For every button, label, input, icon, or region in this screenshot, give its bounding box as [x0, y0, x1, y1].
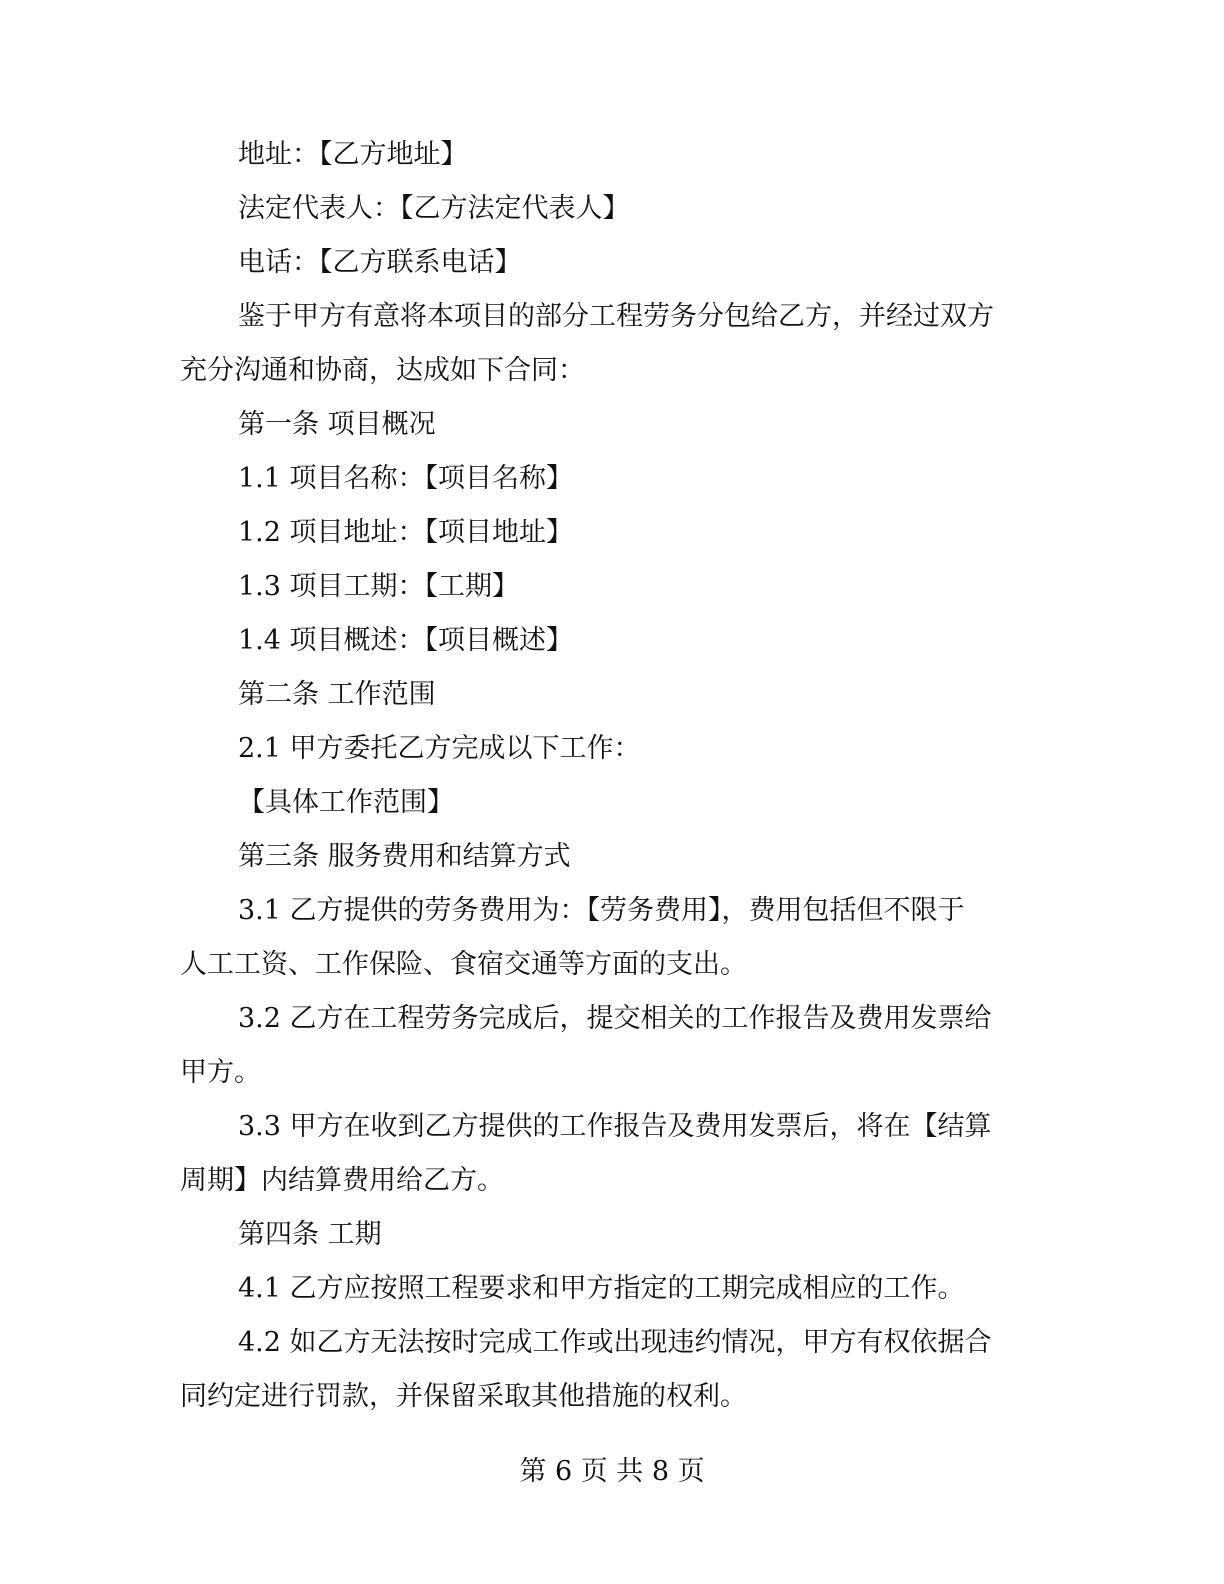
clause-3-3-line-1: 3.3 甲方在收到乙方提供的工作报告及费用发票后，将在【结算 [238, 1111, 992, 1142]
party-b-phone: 电话：【乙方联系电话】 [238, 247, 522, 278]
party-b-address: 地址：【乙方地址】 [238, 139, 468, 170]
work-scope-placeholder: 【具体工作范围】 [238, 787, 454, 818]
article-3-heading: 第三条 服务费用和结算方式 [238, 841, 571, 872]
clause-3-1-line-2: 人工工资、工作保险、食宿交通等方面的支出。 [180, 949, 747, 980]
clause-3-2-line-2: 甲方。 [180, 1057, 261, 1088]
clause-4-1: 4.1 乙方应按照工程要求和甲方指定的工期完成相应的工作。 [238, 1273, 965, 1304]
page-number-footer: 第 6 页 共 8 页 [519, 1456, 705, 1487]
article-1-heading: 第一条 项目概况 [238, 409, 436, 440]
clause-3-1-line-1: 3.1 乙方提供的劳务费用为：【劳务费用】，费用包括但不限于 [238, 895, 965, 926]
preamble-line-1: 鉴于甲方有意将本项目的部分工程劳务分包给乙方，并经过双方 [238, 301, 994, 332]
clause-1-4: 1.4 项目概述：【项目概述】 [238, 625, 574, 656]
clause-1-1: 1.1 项目名称：【项目名称】 [238, 463, 574, 494]
clause-2-1: 2.1 甲方委托乙方完成以下工作： [238, 733, 641, 764]
article-4-heading: 第四条 工期 [238, 1219, 382, 1250]
article-2-heading: 第二条 工作范围 [238, 679, 436, 710]
preamble-line-2: 充分沟通和协商，达成如下合同： [180, 355, 585, 386]
clause-3-2-line-1: 3.2 乙方在工程劳务完成后，提交相关的工作报告及费用发票给 [238, 1003, 992, 1034]
clause-3-3-line-2: 周期】内结算费用给乙方。 [180, 1165, 504, 1196]
document-body [180, 128, 1020, 1424]
party-b-legal-representative: 法定代表人：【乙方法定代表人】 [238, 193, 630, 224]
clause-4-2-line-1: 4.2 如乙方无法按时完成工作或出现违约情况，甲方有权依据合 [238, 1327, 992, 1358]
clause-1-2: 1.2 项目地址：【项目地址】 [238, 517, 574, 548]
clause-4-2-line-2: 同约定进行罚款，并保留采取其他措施的权利。 [180, 1381, 747, 1412]
clause-1-3: 1.3 项目工期：【工期】 [238, 571, 520, 602]
